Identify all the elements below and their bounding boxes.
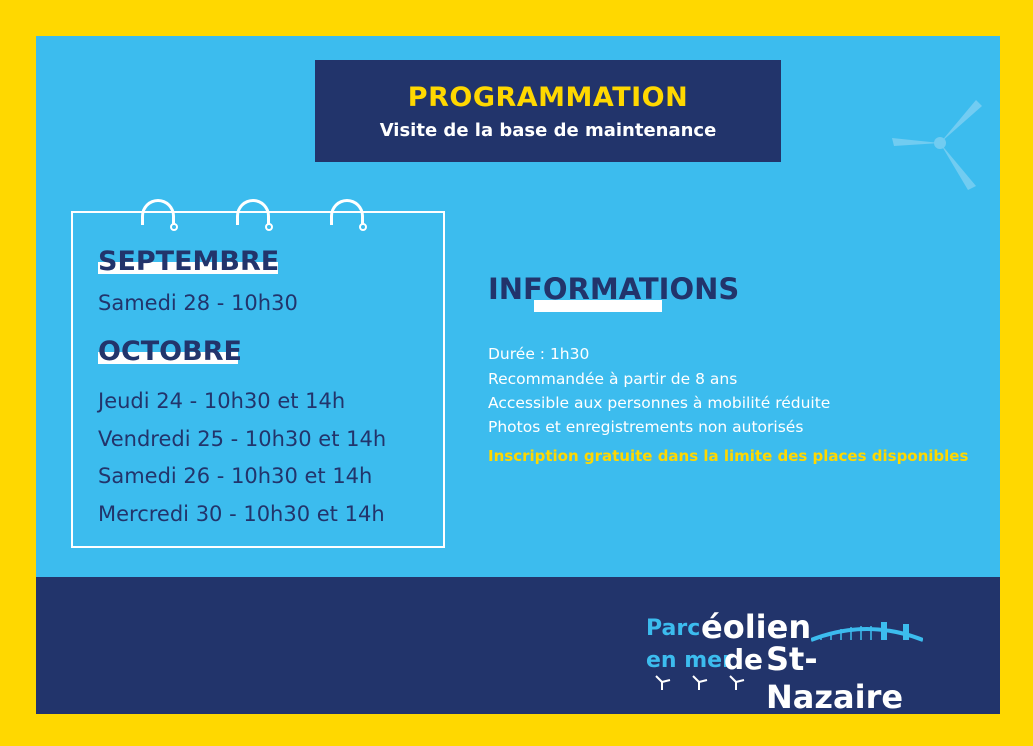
date-item: Samedi 28 - 10h30 <box>98 291 298 315</box>
month-heading-october: OCTOBRE <box>98 336 242 367</box>
date-item: Samedi 26 - 10h30 et 14h <box>98 464 373 488</box>
header-box <box>315 60 781 162</box>
registration-note: Inscription gratuite dans la limite des places disponibles <box>488 447 969 465</box>
logo <box>646 608 936 716</box>
date-item: Vendredi 25 - 10h30 et 14h <box>98 427 387 451</box>
info-line: Accessible aux personnes à mobilité réduite <box>488 394 831 412</box>
calendar-ring-icon <box>330 199 364 225</box>
date-item: Mercredi 30 - 10h30 et 14h <box>98 502 385 526</box>
wind-turbine-icon <box>654 672 754 692</box>
logo-text: de <box>724 643 764 676</box>
calendar-ring-icon <box>141 199 175 225</box>
info-line: Recommandée à partir de 8 ans <box>488 370 738 388</box>
info-line: Photos et enregistrements non autorisés <box>488 418 804 436</box>
month-heading-september: SEPTEMBRE <box>98 246 280 277</box>
page-title: PROGRAMMATION <box>407 82 689 113</box>
page-subtitle: Visite de la base de maintenance <box>379 120 717 141</box>
wind-turbine-icon <box>890 98 990 198</box>
date-item: Jeudi 24 - 10h30 et 14h <box>98 389 346 413</box>
logo-text: éolien <box>701 608 812 646</box>
calendar-ring-icon <box>236 199 270 225</box>
info-line: Durée : 1h30 <box>488 345 590 363</box>
logo-text: en mer <box>646 648 733 673</box>
logo-text: St-Nazaire <box>766 640 904 716</box>
info-heading: INFORMATIONS <box>488 272 739 306</box>
logo-text: Parc <box>646 616 701 641</box>
